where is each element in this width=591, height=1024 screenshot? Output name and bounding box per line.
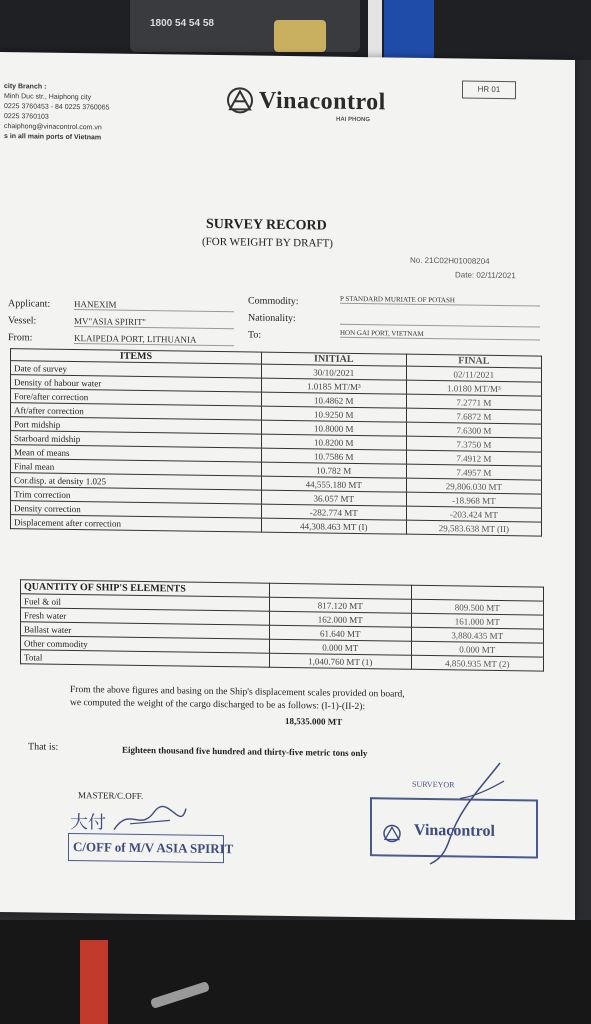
final-value: 29,583.638 MT (II) [406,520,541,536]
phone-banner-text: 1800 54 54 58 [150,18,214,29]
initial-value: 10.8200 M [261,434,406,450]
initial-value: -282.774 MT [261,504,406,520]
final-value: 29,806.030 MT [406,478,541,494]
document-subtitle: (FOR WEIGHT BY DRAFT) [202,235,333,250]
final-value: 7.4912 M [406,450,541,466]
initial-value: 0.000 MT [269,639,411,655]
ship-elements-header: QUANTITY OF SHIP'S ELEMENTS [21,580,270,597]
initial-value: 61.640 MT [269,625,411,641]
final-value: 161.000 MT [411,613,543,629]
item-label: Aft/after correction [11,403,262,421]
vessel-label: Vessel: [8,315,37,327]
initial-value: 10.782 M [261,462,406,478]
initial-value: 10.8000 M [261,420,406,436]
item-label: Date of survey [11,361,262,379]
final-value: -18.968 MT [406,492,541,508]
initial-value: 44,308.463 MT (I) [261,518,406,534]
final-value: -203.424 MT [406,506,541,522]
branch-address [4,82,110,143]
final-value: 7.6872 M [406,408,541,424]
amount-in-words: Eighteen thousand five hundred and thirty-five metric tons only [122,744,368,759]
vinacontrol-logo [225,85,386,117]
item-label: Port midship [11,417,262,435]
final-value: 02/11/2021 [406,366,541,382]
item-label: Total [21,650,270,667]
applicant-value: HANEXIM [74,299,234,312]
item-label: Other commodity [21,636,270,653]
surveyor-signature-icon [420,758,510,869]
conclusion-line-1: From the above figures and basing on the Ship's displacement scales provided on board, [70,684,405,700]
item-label: Trim correction [11,487,262,505]
item-label: Density of habour water [11,375,262,393]
cargo-amount: 18,535.000 MT [285,715,343,727]
item-label: Final mean [11,459,262,477]
header-initial: INITIAL [261,352,406,366]
initial-value: 10.9250 M [261,406,406,422]
master-stamp: C/OFF of M/V ASIA SPIRIT [68,833,224,863]
initial-value: 817.120 MT [269,597,411,613]
initial-value: 1.0185 MT/M³ [261,378,406,394]
vessel-value: MV"ASIA SPIRIT" [74,316,234,329]
branch-title: city Branch : [4,83,47,91]
item-label: Fore/after correction [11,389,262,407]
item-label: Density correction [11,501,262,519]
document-number: No. 21C02H01008204 [410,255,490,266]
master-label: MASTER/C.OFF. [78,790,144,802]
initial-value: 1,040.760 MT (1) [269,653,411,669]
branch-line: 0225 3760103 [4,113,49,121]
document-title: SURVEY RECORD [206,216,327,234]
final-value: 7.3750 M [406,436,541,452]
item-label: Starboard midship [11,431,262,449]
brand-name: Vinacontrol [259,87,386,115]
final-value: 3,880.435 MT [411,627,543,643]
master-seal-kanji: 大付 [70,811,106,834]
draft-survey-table [10,348,542,536]
initial-value: 44,555.180 MT [261,476,406,492]
final-value: 7.4957 M [406,464,541,480]
final-value: 0.000 MT [411,641,543,657]
commodity-label: Commodity: [248,295,299,308]
final-value: 1.0180 MT/M³ [406,380,541,396]
white-object [368,0,382,60]
branch-line: chaiphong@vinacontrol.com.vn [4,123,102,132]
initial-value: 162.000 MT [269,611,411,627]
item-label: Cor.disp. at density 1.025 [11,473,262,491]
nationality-value [340,313,540,328]
item-label: Ballast water [21,622,270,639]
initial-value: 36.057 MT [261,490,406,506]
item-label: Mean of means [11,445,262,463]
vinacontrol-logo-icon [225,85,255,115]
header-items: ITEMS [11,349,262,365]
conclusion-line-2: we computed the weight of the cargo discharged to be as follows: (I-1)-(II-2): [70,697,366,713]
branch-line: 0225 3760453 - 84 0225 3760065 [4,103,110,112]
stamp-logo-icon [382,823,402,843]
final-value: 4,850.935 MT (2) [411,655,543,671]
item-label: Fuel & oil [21,594,270,611]
from-value: KLAIPEDA PORT, LITHUANIA [74,333,234,346]
initial-value: 10.7586 M [261,448,406,464]
applicant-label: Applicant: [8,298,51,310]
item-label: Displacement after correction [11,515,262,533]
brand-sub: HAI PHONG [336,116,371,124]
initial-value: 30/10/2021 [261,364,406,380]
commodity-value: P STANDARD MURIATE OF POTASH [340,295,540,307]
that-is-label: That is: [28,741,59,753]
final-value: 809.500 MT [411,599,543,615]
blue-object [384,0,434,60]
branch-line: Minh Duc str., Haiphong city [4,93,92,102]
from-label: From: [8,332,33,344]
badge-logo-icon [274,20,326,52]
nationality-label: Nationality: [248,312,296,325]
final-value: 7.2771 M [406,394,541,410]
to-value: HON GAI PORT, VIETNAM [340,329,540,341]
surveyor-label: SURVEYOR [412,779,455,790]
to-label: To: [248,329,262,341]
initial-value: 10.4862 M [261,392,406,408]
stamp-brand-name: Vinacontrol [414,821,495,840]
ship-elements-table [20,579,544,671]
branch-line: s in all main ports of Vietnam [4,133,102,142]
document-date: Date: 02/11/2021 [455,270,516,281]
header-final: FINAL [406,354,541,368]
item-label: Fresh water [21,608,270,625]
survey-document [0,52,575,920]
red-tag [80,940,108,1024]
final-value: 7.6300 M [406,422,541,438]
form-code-box: HR 01 [462,80,516,99]
